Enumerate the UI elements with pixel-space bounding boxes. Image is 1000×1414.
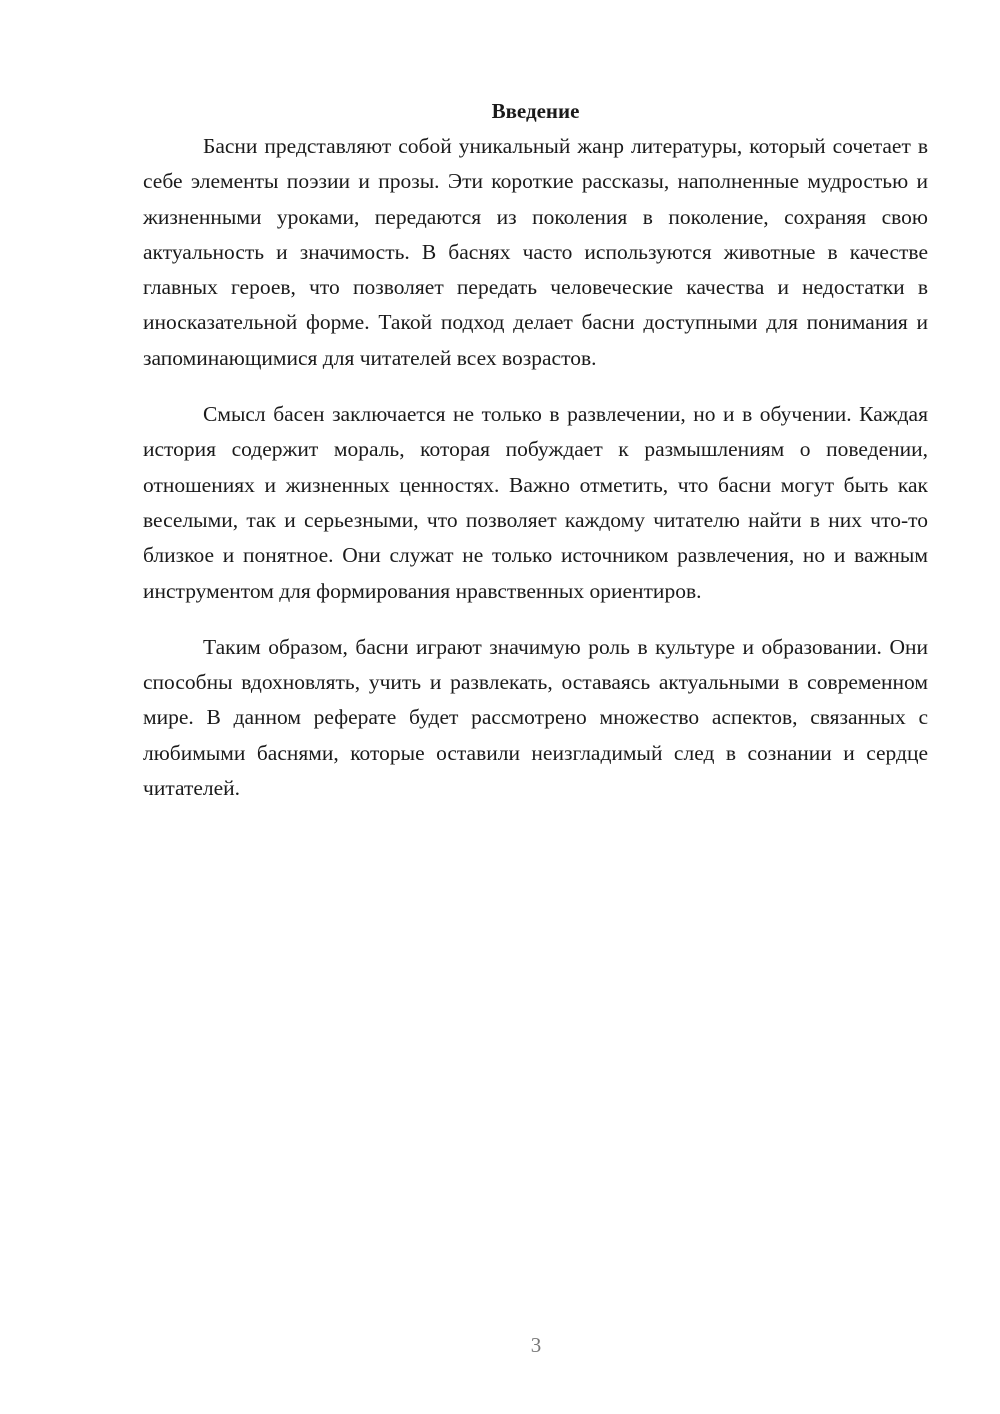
page-content	[143, 94, 928, 806]
section-heading: Введение	[491, 99, 580, 123]
paragraph-2: Смысл басен заключается не только в развлечении, но и в обучении. Каждая история содержит мораль, которая побуждает к размышлениям о поведении, отношениях и жизненных ценностях. Важно отметить, что басни могут быть как веселыми, так и серьезными, что позволяет каждому читателю найти в них что-то близкое и понятное. Они служат не только источником развлечения, но и важным инструментом для формирования нравственных ориентиров.	[143, 402, 928, 603]
paragraph-3: Таким образом, басни играют значимую роль в культуре и образовании. Они способны вдохновлять, учить и развлекать, оставаясь актуальными в современном мире. В данном реферате будет рассмотрено множество аспектов, связанных с любимыми баснями, которые оставили неизгладимый след в сознании и сердце читателей.	[143, 634, 928, 801]
page-number: 3	[530, 1333, 542, 1357]
paragraph-1: Басни представляют собой уникальный жанр литературы, который сочетает в себе элементы поэзии и прозы. Эти короткие рассказы, наполненные мудростью и жизненными уроками, передаются из поколения в поколение, сохраняя свою актуальность и значимость. В баснях часто используются животные в качестве главных героев, что позволяет передать человеческие качества и недостатки в иносказательной форме. Такой подход делает басни доступными для понимания и запоминающимися для читателей всех возрастов.	[143, 134, 928, 370]
